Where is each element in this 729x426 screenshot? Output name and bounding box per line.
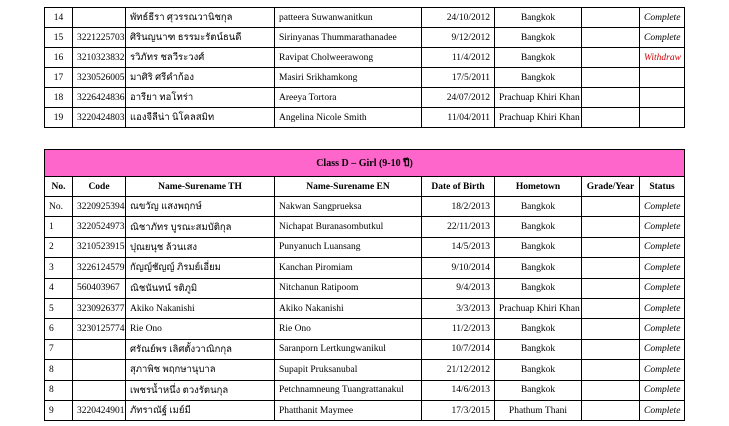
cell-code: 3220524973 <box>73 217 126 237</box>
cell-code: 3226124579 <box>73 258 126 278</box>
cell-code: 3221225703 <box>73 28 126 48</box>
cell-hometown: Prachuap Khiri Khan <box>495 108 582 128</box>
table-row <box>45 237 685 257</box>
cell-status: Complete <box>640 278 685 298</box>
header-name-en: Name-Surename EN <box>275 177 422 197</box>
cell-code: 3210523915 <box>73 237 126 257</box>
cell-code: 3226424836 <box>73 88 126 108</box>
cell-hometown: Bangkok <box>495 380 582 400</box>
cell-name-th: มาศิริ ศรีคำก้อง <box>126 68 275 88</box>
cell-name-th: อารียา ทอโทร่า <box>126 88 275 108</box>
cell-hometown: Phathum Thani <box>495 400 582 420</box>
cell-dob: 10/7/2014 <box>422 339 495 359</box>
cell-name-en: Nakwan Sangprueksa <box>275 197 422 217</box>
cell-hometown: Prachuap Khiri Khan <box>495 298 582 318</box>
table-row <box>45 108 685 128</box>
cell-name-th: สุภาพิช พฤกษานุบาล <box>126 360 275 380</box>
cell-dob: 24/07/2012 <box>422 88 495 108</box>
cell-status: Complete <box>640 258 685 278</box>
cell-code: 3210323832 <box>73 48 126 68</box>
cell-dob: 11/4/2012 <box>422 48 495 68</box>
cell-name-en: Akiko Nakanishi <box>275 298 422 318</box>
cell-name-en: Nitchanun Ratipoom <box>275 278 422 298</box>
cell-grade <box>582 197 640 217</box>
table-row <box>45 298 685 318</box>
cell-code: 3230526005 <box>73 68 126 88</box>
header-hometown: Hometown <box>495 177 582 197</box>
cell-status: Complete <box>640 8 685 28</box>
cell-dob: 9/10/2014 <box>422 258 495 278</box>
cell-dob: 17/3/2015 <box>422 400 495 420</box>
cell-code <box>73 339 126 359</box>
cell-no: 1 <box>45 217 73 237</box>
cell-grade <box>582 298 640 318</box>
cell-name-en: Sirinyanas Thummarathanadee <box>275 28 422 48</box>
cell-dob: 14/6/2013 <box>422 380 495 400</box>
cell-hometown: Bangkok <box>495 339 582 359</box>
cell-name-en: Rie Ono <box>275 319 422 339</box>
cell-grade <box>582 258 640 278</box>
cell-hometown: Bangkok <box>495 278 582 298</box>
cell-code <box>73 8 126 28</box>
cell-name-en: Phatthanit Maymee <box>275 400 422 420</box>
cell-name-th: ภัทราณัฐ์ เมย์มี <box>126 400 275 420</box>
cell-dob: 14/5/2013 <box>422 237 495 257</box>
cell-name-th: แองจีลีน่า นิโคลสมิท <box>126 108 275 128</box>
header-row <box>45 177 685 197</box>
cell-hometown: Prachuap Khiri Khan <box>495 88 582 108</box>
cell-grade <box>582 217 640 237</box>
cell-name-th: เพชรน้ำหนึ่ง ตวงรัตนกุล <box>126 380 275 400</box>
cell-no: 4 <box>45 278 73 298</box>
header-status: Status <box>640 177 685 197</box>
cell-dob: 18/2/2013 <box>422 197 495 217</box>
table-row <box>45 28 685 48</box>
cell-status: Complete <box>640 237 685 257</box>
cell-code: 3220424901 <box>73 400 126 420</box>
cell-status: Complete <box>640 339 685 359</box>
table-row <box>45 400 685 420</box>
cell-code: 3230926377 <box>73 298 126 318</box>
cell-no: 6 <box>45 319 73 339</box>
cell-name-en: Punyanuch Luansang <box>275 237 422 257</box>
cell-name-th: Akiko Nakanishi <box>126 298 275 318</box>
cell-name-en: Petchnamneung Tuangrattanakul <box>275 380 422 400</box>
table-row <box>45 197 685 217</box>
cell-dob: 17/5/2011 <box>422 68 495 88</box>
cell-name-th: ปุณยนุช ล้วนเสง <box>126 237 275 257</box>
cell-name-en: Angelina Nicole Smith <box>275 108 422 128</box>
cell-grade <box>582 278 640 298</box>
cell-name-th: ณิชาภัทร บูรณะสมบัติกุล <box>126 217 275 237</box>
cell-status: Complete <box>640 197 685 217</box>
cell-grade <box>582 237 640 257</box>
table-row <box>45 278 685 298</box>
table-row <box>45 68 685 88</box>
cell-name-th: ศิรินญนาฑ ธรรมะรัตน์ธนดี <box>126 28 275 48</box>
cell-code <box>73 360 126 380</box>
cell-status: Complete <box>640 217 685 237</box>
cell-hometown: Bangkok <box>495 48 582 68</box>
table2-body <box>45 197 685 421</box>
cell-no: 8 <box>45 360 73 380</box>
table-row <box>45 360 685 380</box>
table-row <box>45 88 685 108</box>
cell-no: 8 <box>45 380 73 400</box>
cell-no: 15 <box>45 28 73 48</box>
cell-hometown: Bangkok <box>495 197 582 217</box>
cell-status: Complete <box>640 380 685 400</box>
cell-no: 9 <box>45 400 73 420</box>
cell-status <box>640 68 685 88</box>
cell-hometown: Bangkok <box>495 217 582 237</box>
cell-name-th: ณขวัญ แสงพฤกษ์ <box>126 197 275 217</box>
cell-name-en: Areeya Tortora <box>275 88 422 108</box>
cell-hometown: Bangkok <box>495 237 582 257</box>
header-name-th: Name-Surename TH <box>126 177 275 197</box>
registration-table-continued <box>44 7 685 128</box>
table-row <box>45 319 685 339</box>
class-title-band: Class D – Girl (9-10 ปี) <box>45 150 685 177</box>
cell-dob: 11/04/2011 <box>422 108 495 128</box>
cell-dob: 21/12/2012 <box>422 360 495 380</box>
cell-grade <box>582 360 640 380</box>
table-row <box>45 339 685 359</box>
cell-name-th: ณิชนันทน์ รติภูมิ <box>126 278 275 298</box>
cell-status: Complete <box>640 28 685 48</box>
cell-grade <box>582 68 640 88</box>
header-grade: Grade/Year <box>582 177 640 197</box>
cell-code: 3220424803 <box>73 108 126 128</box>
cell-grade <box>582 319 640 339</box>
cell-no: 19 <box>45 108 73 128</box>
cell-no: 17 <box>45 68 73 88</box>
cell-dob: 11/2/2013 <box>422 319 495 339</box>
cell-no: 18 <box>45 88 73 108</box>
cell-no: 14 <box>45 8 73 28</box>
cell-status: Complete <box>640 319 685 339</box>
table-row <box>45 217 685 237</box>
cell-hometown: Bangkok <box>495 68 582 88</box>
cell-status: Complete <box>640 360 685 380</box>
cell-no: 2 <box>45 237 73 257</box>
cell-name-en: Supapit Pruksanubal <box>275 360 422 380</box>
cell-grade <box>582 380 640 400</box>
cell-code: 560403967 <box>73 278 126 298</box>
cell-grade <box>582 28 640 48</box>
cell-no: 5 <box>45 298 73 318</box>
cell-hometown: Bangkok <box>495 8 582 28</box>
cell-dob: 9/12/2012 <box>422 28 495 48</box>
cell-dob: 22/11/2013 <box>422 217 495 237</box>
cell-name-th: Rie Ono <box>126 319 275 339</box>
cell-status: Complete <box>640 298 685 318</box>
header-dob: Date of Birth <box>422 177 495 197</box>
cell-grade <box>582 108 640 128</box>
cell-hometown: Bangkok <box>495 28 582 48</box>
cell-grade <box>582 339 640 359</box>
class-d-girl-table <box>44 149 685 421</box>
cell-code: 3230125774 <box>73 319 126 339</box>
cell-hometown: Bangkok <box>495 319 582 339</box>
header-code: Code <box>73 177 126 197</box>
cell-status: Withdraw <box>640 48 685 68</box>
cell-name-en: Ravipat Cholweerawong <box>275 48 422 68</box>
cell-no: 7 <box>45 339 73 359</box>
table-row <box>45 8 685 28</box>
cell-code <box>73 380 126 400</box>
cell-code: 3220925394 <box>73 197 126 217</box>
table1-body <box>45 8 685 128</box>
cell-status: Complete <box>640 400 685 420</box>
table-row <box>45 258 685 278</box>
cell-no: 3 <box>45 258 73 278</box>
cell-dob: 9/4/2013 <box>422 278 495 298</box>
cell-no: No. <box>45 197 73 217</box>
cell-hometown: Bangkok <box>495 258 582 278</box>
cell-grade <box>582 400 640 420</box>
cell-status <box>640 108 685 128</box>
cell-dob: 24/10/2012 <box>422 8 495 28</box>
table-row <box>45 380 685 400</box>
table-row <box>45 48 685 68</box>
cell-grade <box>582 88 640 108</box>
cell-name-en: patteera Suwanwanitkun <box>275 8 422 28</box>
header-no: No. <box>45 177 73 197</box>
cell-hometown: Bangkok <box>495 360 582 380</box>
cell-name-en: Saranporn Lertkungwanikul <box>275 339 422 359</box>
cell-name-en: Kanchan Piromiam <box>275 258 422 278</box>
cell-grade <box>582 48 640 68</box>
cell-name-th: รวิภัทร ชลวีระวงศ์ <box>126 48 275 68</box>
cell-status <box>640 88 685 108</box>
cell-grade <box>582 8 640 28</box>
cell-no: 16 <box>45 48 73 68</box>
cell-name-th: กัญญ์ชัญญ์ ภิรมย์เอี่ยม <box>126 258 275 278</box>
cell-name-th: ศรัณย์พร เลิศตั้งวาณิกกุล <box>126 339 275 359</box>
cell-name-th: พัทธ์ธีรา ศุวรรณวานิชกุล <box>126 8 275 28</box>
cell-dob: 3/3/2013 <box>422 298 495 318</box>
cell-name-en: Masiri Srikhamkong <box>275 68 422 88</box>
cell-name-en: Nichapat Buranasombutkul <box>275 217 422 237</box>
